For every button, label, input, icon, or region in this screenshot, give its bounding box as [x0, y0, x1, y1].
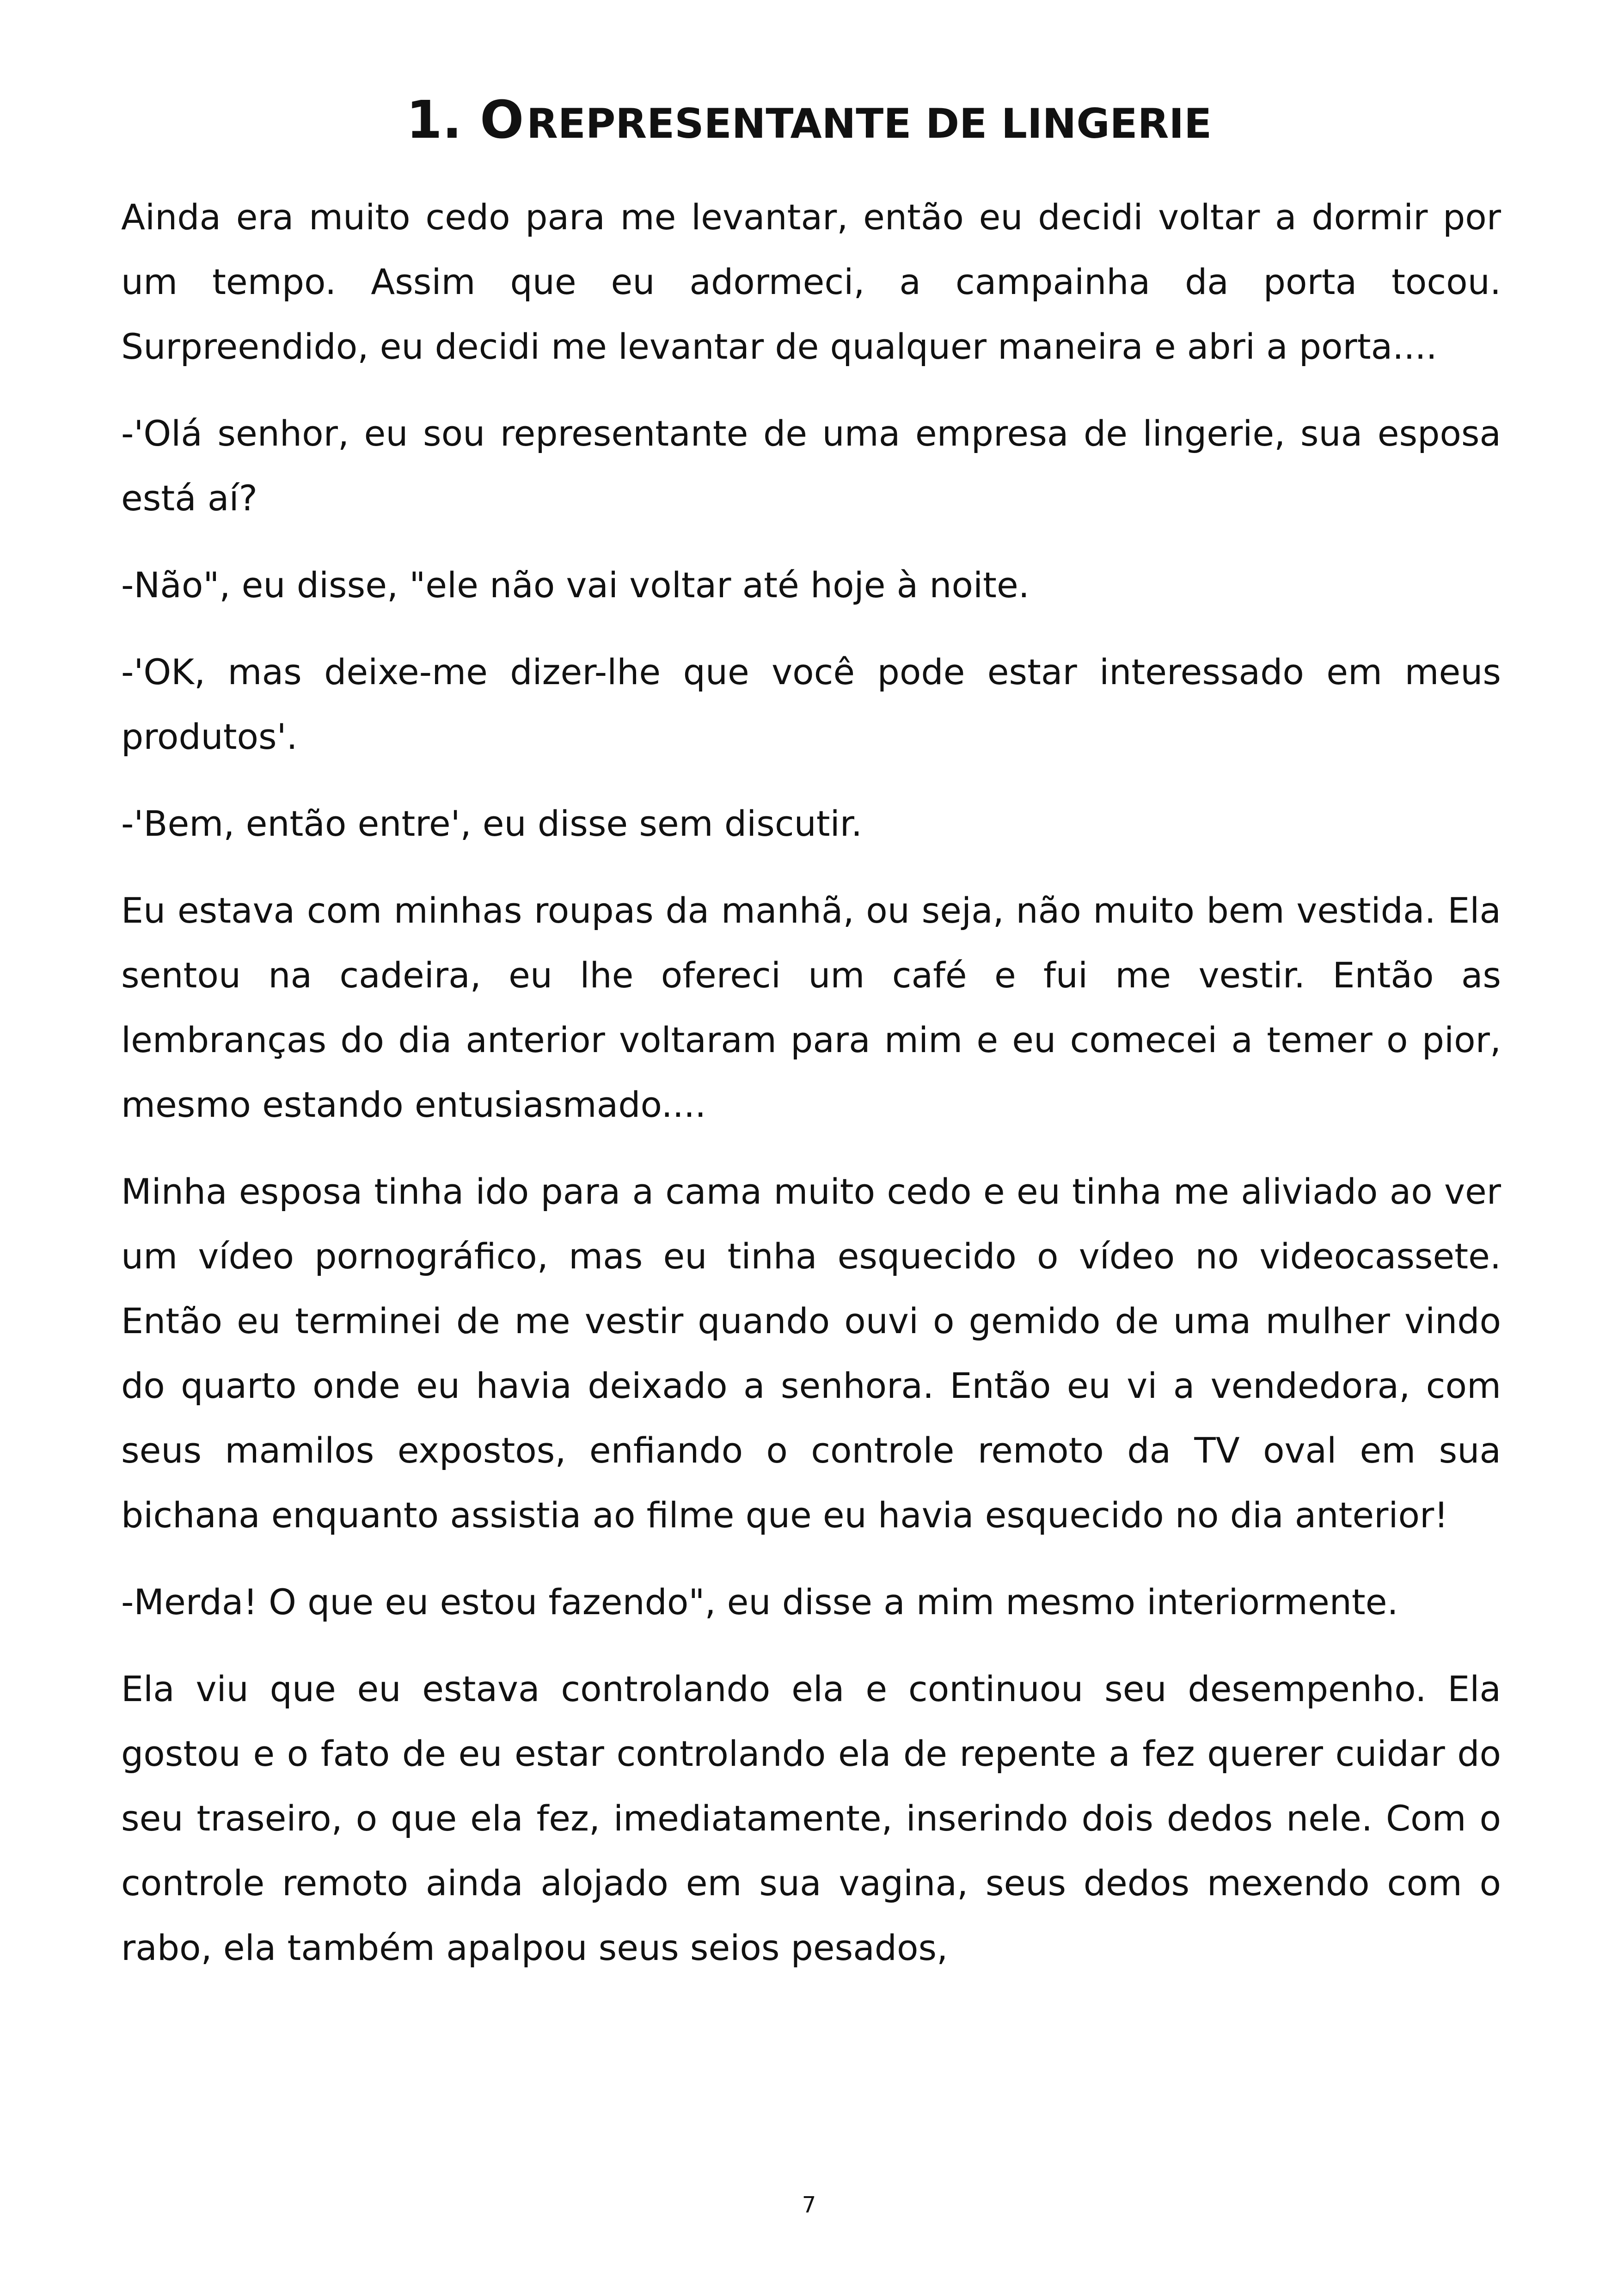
- paragraph: -'OK, mas deixe-me dizer-lhe que você pode estar interessado em meus produtos'.: [121, 651, 1501, 757]
- paragraph: -'Bem, então entre', eu disse sem discutir.: [121, 803, 863, 844]
- paragraph: Eu estava com minhas roupas da manhã, ou seja, não muito bem vestida. Ela sentou na cadeira, eu lhe ofereci um café e fui me vestir. Então as lembranças do dia anterior voltaram para mim e eu comecei a temer o pior, mesmo estando entusiasmado....: [121, 890, 1501, 1125]
- paragraph: -Merda! O que eu estou fazendo", eu disse a mim mesmo interiormente.: [121, 1581, 1398, 1623]
- chapter-title-text: REPRESENTANTE DE LINGERIE: [526, 100, 1212, 147]
- chapter-number: 1. O: [406, 90, 524, 150]
- paragraph: Minha esposa tinha ido para a cama muito cedo e eu tinha me aliviado ao ver um vídeo pornográfico, mas eu tinha esquecido o vídeo no videocassete. Então eu terminei de me vestir quando ouvi o gemido de uma mulher vindo do quarto onde eu havia deixado a senhora. Então eu vi a vendedora, com seus mamilos expostos, enfiando o controle remoto da TV oval em sua bichana enquanto assistia ao filme que eu havia esquecido no dia anterior!: [121, 1171, 1501, 1536]
- paragraph: -'Olá senhor, eu sou representante de uma empresa de lingerie, sua esposa está aí?: [121, 413, 1501, 519]
- paragraph: Ela viu que eu estava controlando ela e continuou seu desempenho. Ela gostou e o fato de eu estar controlando ela de repente a fez querer cuidar do seu traseiro, o que ela fez, imediatamente, inserindo dois dedos nele. Com o controle remoto ainda alojado em sua vagina, seus dedos mexendo com o rabo, ela também apalpou seus seios pesados,: [121, 1668, 1501, 1968]
- chapter-body: [121, 185, 1501, 1980]
- page-number: 7: [802, 2192, 816, 2218]
- paragraph: Ainda era muito cedo para me levantar, então eu decidi voltar a dormir por um tempo. Assim que eu adormeci, a campainha da porta tocou. Surpreendido, eu decidi me levantar de qualquer maneira e abri a porta....: [121, 196, 1501, 367]
- chapter-title: [0, 88, 1618, 168]
- paragraph: -Não", eu disse, "ele não vai voltar até hoje à noite.: [121, 564, 1030, 606]
